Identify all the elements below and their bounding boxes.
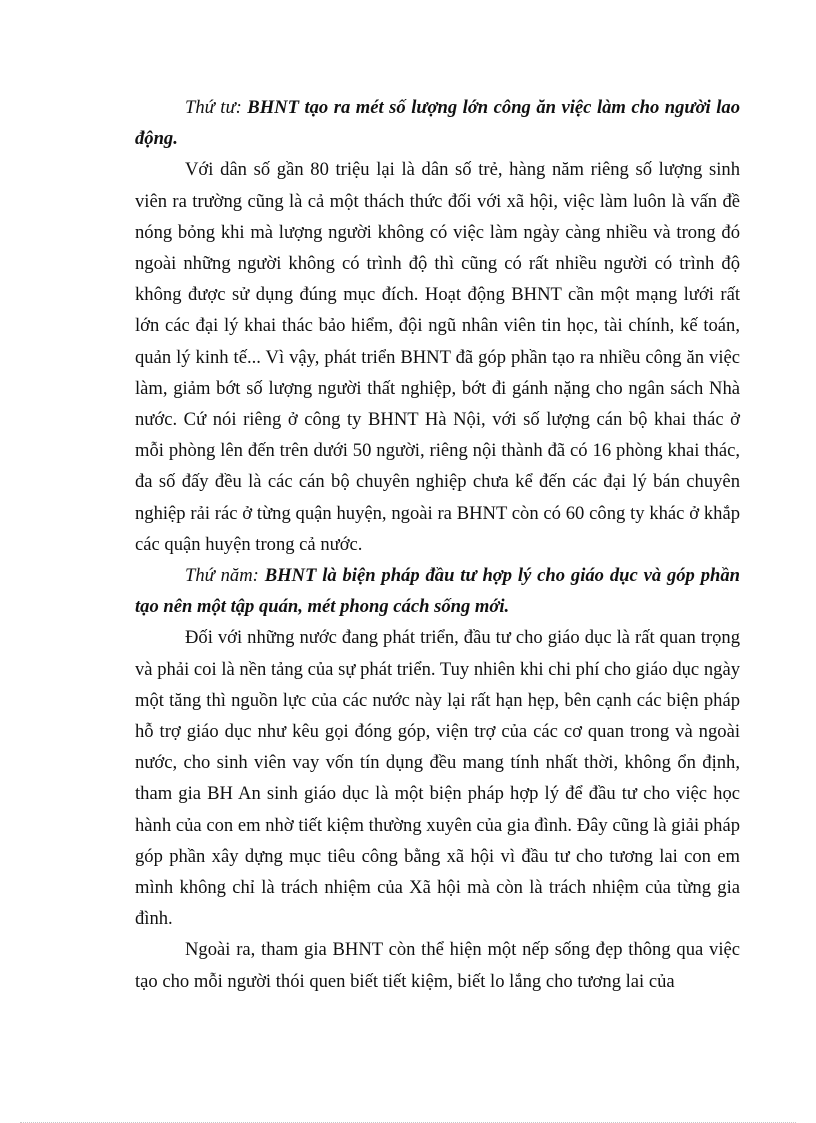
section-four-heading <box>135 92 740 154</box>
section-four-title: BHNT tạo ra mét số lượng lớn công ăn việc làm cho người lao động. <box>135 97 740 150</box>
paragraph-employment: Với dân số gần 80 triệu lại là dân số trẻ, hàng năm riêng số lượng sinh viên ra trường cũng là cả một thách thức đối với xã hội, việc làm luôn là vấn đề nóng bỏng khi mà lượng người không có việc làm ngày càng nhiều và trong đó ngoài những người không có trình độ thì cũng có rất nhiều người có trình độ không được sử dụng đúng mục đích. Hoạt động BHNT cần một mạng lưới rất lớn các đại lý khai thác bảo hiểm, đội ngũ nhân viên tin học, tài chính, kế toán, quản lý kinh tế... Vì vậy, phát triển BHNT đã góp phần tạo ra nhiều công ăn việc làm, giảm bớt số lượng người thất nghiệp, bớt đi gánh nặng cho ngân sách Nhà nước. Cứ nói riêng ở công ty BHNT Hà Nội, với số lượng cán bộ khai thác ở mỗi phòng lên đến trên dưới 50 người, riêng nội thành đã có 16 phòng khai thác, đa số đấy đều là các cán bộ chuyên nghiệp chưa kể đến các đại lý bán chuyên nghiệp rải rác ở từng quận huyện, ngoài ra BHNT còn có 60 công ty khác ở khắp các quận huyện trong cả nước. <box>135 159 740 555</box>
section-five-title: BHNT là biện pháp đầu tư hợp lý cho giáo dục và góp phần tạo nên một tập quán, mét phong cách sống mới. <box>135 565 740 618</box>
section-five-heading <box>135 560 740 622</box>
document-body <box>135 92 740 997</box>
section-five-lead: Thứ năm: <box>185 565 259 587</box>
section-four-lead: Thứ tư: <box>185 97 242 118</box>
paragraph-lifestyle: Ngoài ra, tham gia BHNT còn thể hiện một nếp sống đẹp thông qua việc tạo cho mỗi người thói quen biết tiết kiệm, biết lo lắng cho tương lai của <box>135 939 740 992</box>
paragraph-education: Đối với những nước đang phát triển, đầu tư cho giáo dục là rất quan trọng và phải coi là nền tảng của sự phát triển. Tuy nhiên khi chi phí cho giáo dục ngày một tăng thì nguồn lực của các nước này lại rất hạn hẹp, bên cạnh các biện pháp hỗ trợ giáo dục như kêu gọi đóng góp, viện trợ của các cơ quan trong và ngoài nước, cho sinh viên vay vốn tín dụng đều mang tính nhất thời, không ổn định, tham gia BH An sinh giáo dục là một biện pháp hợp lý để đầu tư cho việc học hành của con em nhờ tiết kiệm thường xuyên của gia đình. Đây cũng là giải pháp góp phần xây dựng mục tiêu công bằng xã hội vì đầu tư cho tương lai con em mình không chỉ là trách nhiệm của Xã hội mà còn là trách nhiệm của từng gia đình. <box>135 627 740 930</box>
